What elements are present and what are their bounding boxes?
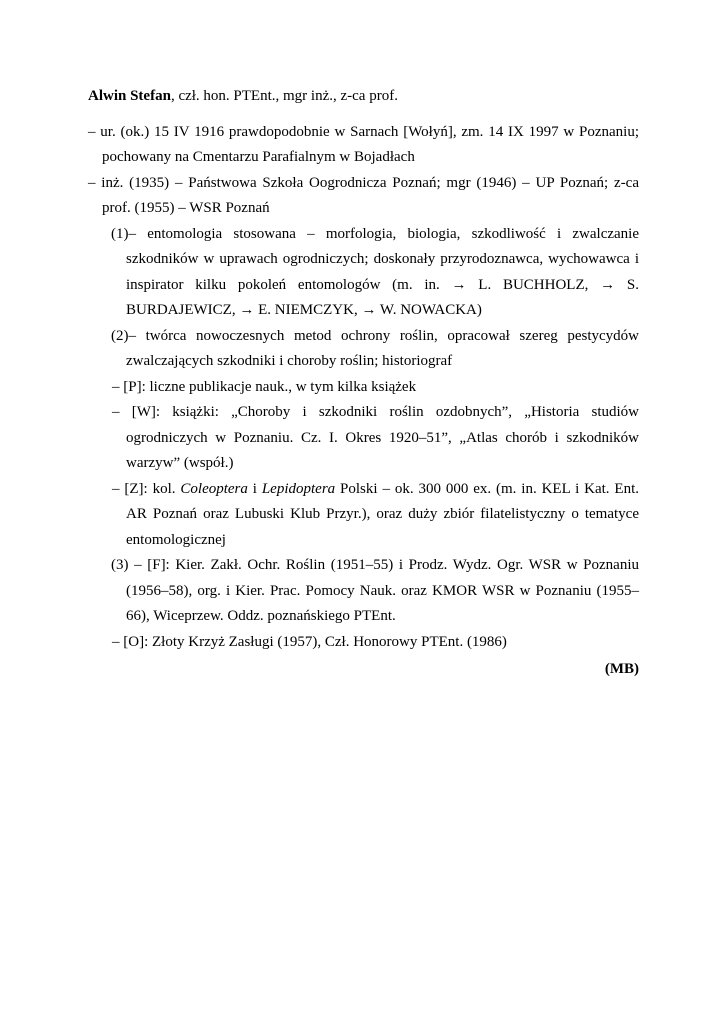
person-ref-nowacka: NOWACKA <box>400 302 477 318</box>
person-ref-buchholz: BUCHHOLZ <box>502 276 585 293</box>
taxon-coleoptera: Coleoptera <box>180 480 248 497</box>
section-1-text: (1)– entomologia stosowana – morfologia, biologia, szkodliwość i zwalczanie szkodników w uprawach ogrodniczych; doskonały przyrodoznawca, wychowawca i inspirator kilku pokoleń entomologów (m. in. → L. <box>111 225 639 293</box>
section-3-paragraph: (3) – [F]: Kier. Zakł. Ochr. Roślin (1951–55) i Prodz. Wydz. Ogr. WSR w Poznaniu (1956–58), org. i Kier. Prac. Pomocy Nauk. oraz KMOR WSR w Poznaniu (1955–66), Wiceprzew. Oddz. poznańskiego PTEnt. <box>111 557 639 624</box>
entry-header <box>88 84 639 110</box>
section-2-paragraph: (2)– twórca nowoczesnych metod ochrony roślin, opracował szereg pestycydów zwalczających szkodniki i choroby roślin; historiograf <box>111 327 639 369</box>
biography-entry <box>88 84 639 698</box>
person-name: Alwin Stefan <box>88 88 171 104</box>
taxon-lepidoptera: Lepidoptera <box>261 480 336 497</box>
publications-line: – [P]: liczne publikacje nauk., w tym kilka książek <box>112 378 417 395</box>
works-line: – [W]: książki: „Choroby i szkodniki roślin ozdobnych”, „Historia studiów ogrodniczych w Poznaniu. Cz. I. Okres 1920–51”, „Atlas chorób i szkodników warzyw” (współ.) <box>112 404 639 471</box>
section-1-paragraph: (1)– entomologia stosowana – morfologia, biologia, szkodliwość i zwalczanie szkodników w uprawach ogrodniczych; doskonały przyrodoznawca, wychowawca i inspirator kilku pokoleń entomologów (m. in. → L. BUCHHOLZ, → S. BURDAJEWICZ, → E. NIEMCZYK, → W. NOWACKA) <box>111 225 639 318</box>
collections-line: – [Z]: kol. Coleoptera i Lepidoptera Polski – ok. 300 000 ex. (m. in. KEL i Kat. Ent. AR Poznań oraz Lubuski Klub Przyr.), oraz duży zbiór filatelistyczny o tematyce entomologicznej <box>112 480 639 548</box>
awards-line: – [O]: Złoty Krzyż Zasługi (1957), Czł. Honorowy PTEnt. (1986) <box>112 633 507 650</box>
person-ref-niemczyk: NIEMCZYK <box>274 302 354 318</box>
birth-death-paragraph: – ur. (ok.) 15 IV 1916 prawdopodobnie w Sarnach [Wołyń], zm. 14 IX 1997 w Poznaniu; pochowany na Cmentarzu Parafialnym w Bojadłach <box>88 123 639 165</box>
education-paragraph: – inż. (1935) – Państwowa Szkoła Oogrodnicza Poznań; mgr (1946) – UP Poznań; z-ca prof. (1955) – WSR Poznań <box>88 174 639 216</box>
person-titles: , czł. hon. PTEnt., mgr inż., z-ca prof. <box>170 88 398 104</box>
person-ref-burdajewicz: BURDAJEWICZ <box>126 302 232 318</box>
author-signature: (MB) <box>604 661 639 677</box>
